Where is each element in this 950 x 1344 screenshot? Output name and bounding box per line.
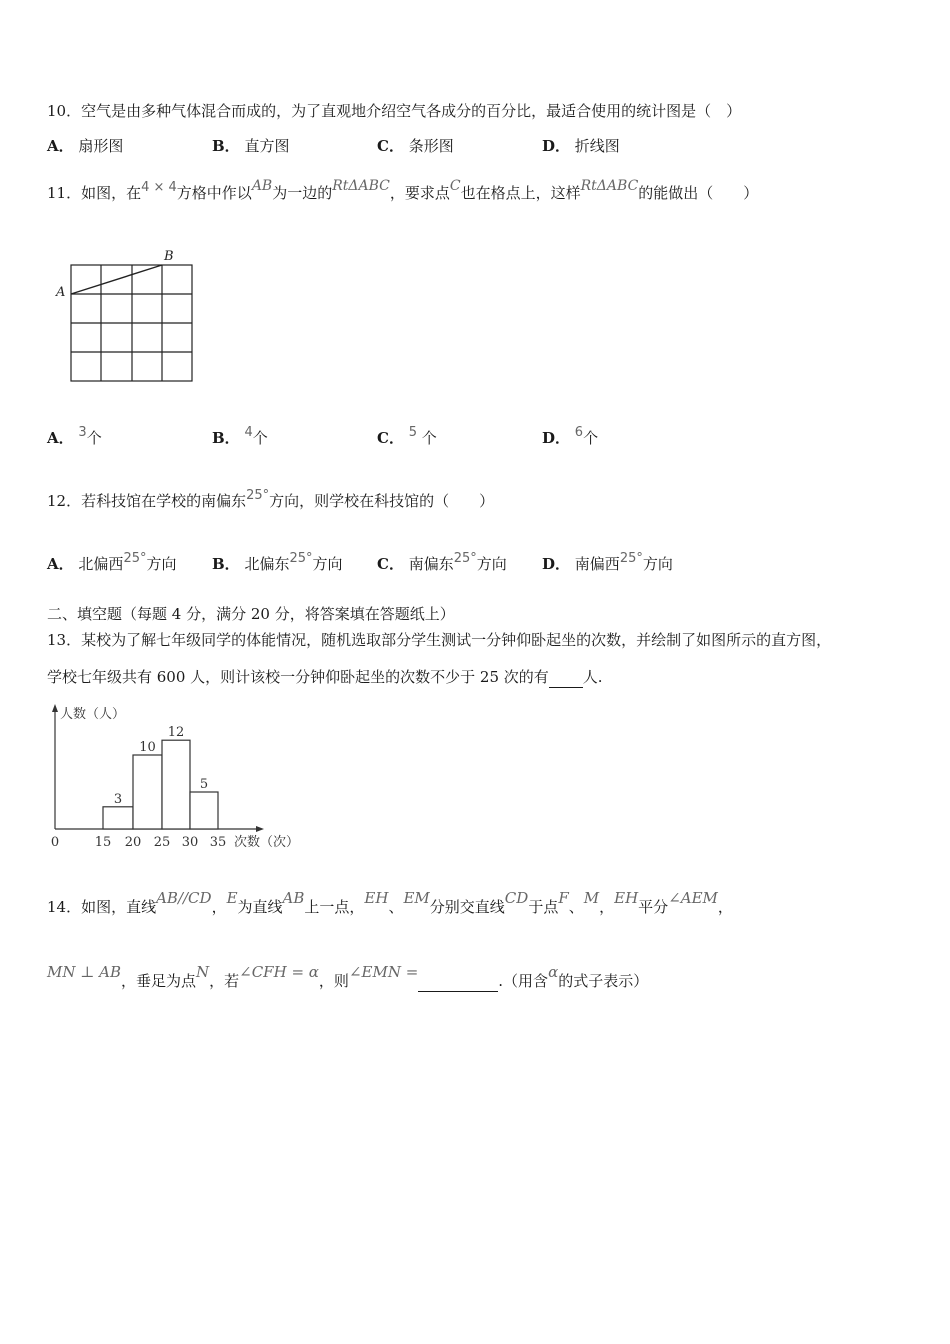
histogram-bar bbox=[190, 792, 218, 829]
y-axis-label: 人数（人） bbox=[60, 707, 126, 722]
x-tick-label: 15 bbox=[94, 835, 112, 850]
q11-grid-figure bbox=[52, 244, 202, 389]
x-tick-label: 25 bbox=[153, 835, 171, 850]
q11-option-a: A． 3个 bbox=[47, 425, 102, 447]
bar-value-label: 12 bbox=[167, 725, 185, 741]
q10-stem: 10．空气是由多种气体混合而成的，为了直观地介绍空气各成分的百分比，最适合使用的统计图是（ ） bbox=[47, 102, 742, 120]
q12-option-a: A． 北偏西25°方向 bbox=[47, 551, 177, 573]
q12-option-b: B． 北偏东25°方向 bbox=[212, 551, 343, 573]
x-tick-label: 30 bbox=[181, 835, 199, 850]
x-tick-label: 20 bbox=[124, 835, 142, 850]
q11-option-c: C． 5 个 bbox=[377, 425, 437, 447]
q12-option-c: C． 南偏东25°方向 bbox=[377, 551, 507, 573]
q10-option-c: C． 条形图 bbox=[377, 137, 454, 155]
q14-line2: MN ⊥ AB，垂足为点N，若∠CFH = α，则∠EMN = .（用含α的式子表示） bbox=[47, 963, 649, 990]
point-a-label: A bbox=[56, 285, 66, 300]
x-axis-label: 次数（次） bbox=[234, 835, 300, 850]
section-title: 二、填空题（每题 4 分，满分 20 分，将答案填在答题纸上） bbox=[47, 605, 455, 623]
bar-value-label: 5 bbox=[199, 777, 209, 792]
q11-option-b: B． 4个 bbox=[212, 425, 268, 447]
q10-option-d: D． 折线图 bbox=[542, 137, 620, 155]
x-tick-label: 0 bbox=[50, 835, 60, 850]
bar-value-label: 3 bbox=[113, 791, 123, 807]
q10-option-a: A． 扇形图 bbox=[47, 137, 124, 155]
histogram-bar bbox=[103, 807, 133, 829]
q13-line2: 学校七年级共有 600 人，则计该校一分钟仰卧起坐的次数不少于 25 次的有 人. bbox=[47, 668, 603, 686]
answer-blank bbox=[418, 971, 498, 992]
bar-value-label: 10 bbox=[139, 740, 156, 755]
q12-stem: 12．若科技馆在学校的南偏东25°方向，则学校在科技馆的（ ） bbox=[47, 488, 495, 510]
q11-option-d: D． 6个 bbox=[542, 425, 599, 447]
histogram-bar bbox=[133, 755, 162, 829]
q10-option-b: B． 直方图 bbox=[212, 137, 290, 155]
q14-line1: 14．如图，直线AB//CD，E为直线AB上一点，EH、EM分别交直线CD于点F、M，EH平分∠AEM， bbox=[47, 889, 733, 916]
histogram-bar bbox=[162, 740, 190, 829]
x-tick-label: 35 bbox=[209, 835, 227, 850]
point-b-label: B bbox=[164, 249, 174, 264]
q13-line1: 13．某校为了解七年级同学的体能情况，随机选取部分学生测试一分钟仰卧起坐的次数，并绘制了如图所示的直方图， bbox=[47, 631, 832, 649]
q11-stem: 11．如图，在4 × 4方格中作以AB为一边的RtΔABC，要求点C也在格点上，这样RtΔABC的能做出（ ） bbox=[47, 178, 759, 202]
histogram-chart bbox=[44, 700, 324, 856]
answer-blank bbox=[549, 667, 583, 688]
q12-option-d: D． 南偏西25°方向 bbox=[542, 551, 673, 573]
